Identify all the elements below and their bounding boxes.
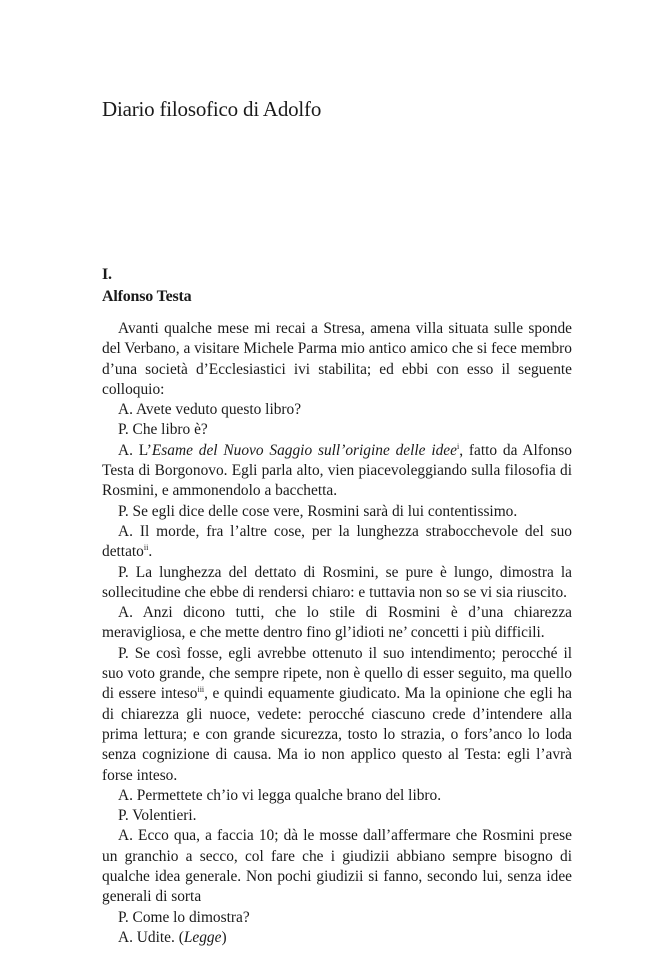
paragraph-text: A. Udite. ( [118, 928, 184, 946]
chapter-number: I. [102, 266, 112, 283]
paragraph [102, 644, 572, 786]
paragraph: A. Ecco qua, a faccia 10; dà le mosse dall’affermare che Rosmini prese un granchio a secco, col fare che i giudizii abbiano sempre bisogno di qualche idea generale. Non pochi giudizii si fanno, secondo lui, senza idee generali di sorta [102, 827, 572, 906]
paragraph-text: , e quindi equamente giudicato. Ma la opinione che egli ha di chiarezza gli nuoce, vedete: perocché ciascuno crede d’intendere alla prima lettura; e con grande sicurezza, tosto lo strazia, o fors’anco lo loda senza cognizione di causa. Ma io non applico questo al Testa: egli l’avrà forse inteso. [102, 685, 572, 784]
paragraph [102, 928, 572, 948]
paragraph-text: , fatto da Alfonso Testa di Borgonovo. Egli parla alto, vien piacevoleggiando sulla filosofia di Rosmini, e ammonendolo a bacchetta. [102, 441, 572, 500]
page-title: Diario filosofico di Adolfo [102, 97, 322, 121]
chapter-heading [102, 264, 191, 308]
paragraph-text: A. L’ [118, 441, 152, 459]
paragraph: P. Che libro è? [118, 421, 208, 439]
paragraph: P. Se egli dice delle cose vere, Rosmini sarà di lui contentissimo. [118, 502, 518, 520]
paragraph: P. Volentieri. [118, 807, 197, 825]
stage-direction-italic: Legge [183, 928, 222, 946]
paragraph [102, 441, 572, 502]
paragraph: A. Anzi dicono tutti, che lo stile di Rosmini è d’una chiarezza meravigliosa, e che mette dentro fino gl’idioti ne’ concetti i più difficili. [102, 604, 572, 642]
body-text [102, 319, 572, 948]
paragraph [102, 522, 572, 563]
paragraph-text: ) [221, 928, 227, 946]
paragraph-text: P. Se così fosse, egli avrebbe ottenuto il suo intendimento; perocché il suo voto grande, che sempre ripete, non è quello di esser seguito, ma quello di essere inteso [102, 644, 572, 703]
footnote-marker: ii [143, 543, 149, 553]
paragraph: A. Permettete ch’io vi legga qualche brano del libro. [118, 786, 442, 804]
paragraph: Avanti qualche mese mi recai a Stresa, amena villa situata sulle sponde del Verbano, a visitare Michele Parma mio antico amico che si fece membro d’una società d’Ecclesiastici ivi stabilita; ed ebbi con esso il seguente colloquio: [102, 320, 572, 398]
footnote-marker: i [456, 441, 460, 451]
paragraph-text: . [148, 543, 153, 561]
chapter-name: Alfonso Testa [102, 288, 192, 305]
book-title-italic: Esame del Nuovo Saggio sull’origine delle idee [151, 441, 457, 459]
paragraph: P. Come lo dimostra? [118, 908, 250, 926]
paragraph: A. Avete veduto questo libro? [118, 401, 302, 419]
paragraph-text: A. Il morde, fra l’altre cose, per la lunghezza strabocchevole del suo dettato [102, 522, 572, 561]
paragraph: P. La lunghezza del dettato di Rosmini, se pure è lungo, dimostra la sollecitudine che ebbe di rendersi chiaro: e tuttavia non so se vi sia riuscito. [102, 563, 572, 601]
footnote-marker: iii [197, 685, 205, 695]
